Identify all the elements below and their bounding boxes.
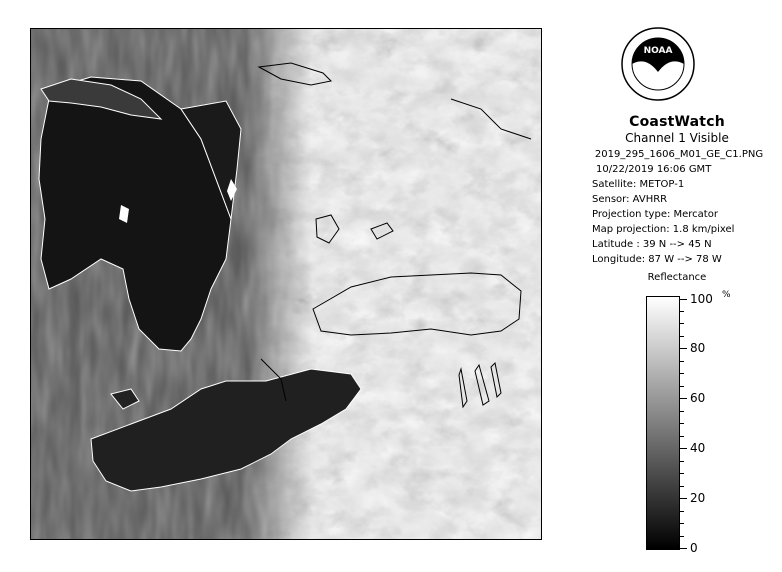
colorbar [646, 296, 680, 550]
tick-minor [680, 386, 684, 387]
tick-minor [680, 411, 684, 412]
product-title: CoastWatch [629, 114, 725, 130]
tick-label-80: 80 [690, 341, 706, 355]
map-projection: Map projection: 1.8 km/pixel [592, 224, 735, 235]
tick-100 [680, 299, 687, 300]
tick-label-20: 20 [690, 491, 706, 505]
tick-80 [680, 348, 687, 349]
noaa-logo [620, 16, 696, 106]
filename: 2019_295_1606_M01_GE_C1.PNG [594, 149, 764, 160]
channel-label: Channel 1 Visible [625, 131, 729, 145]
tick-0 [680, 548, 687, 549]
tick-minor [680, 523, 684, 524]
tick-minor [680, 361, 684, 362]
sensor: Sensor: AVHRR [592, 194, 668, 205]
latitude-range: Latitude : 39 N --> 45 N [592, 239, 712, 250]
tick-minor [680, 311, 684, 312]
logo-text: NOAA [643, 46, 673, 56]
satellite: Satellite: METOP-1 [592, 179, 685, 190]
tick-minor [680, 486, 684, 487]
tick-minor [680, 373, 684, 374]
tick-minor [680, 473, 684, 474]
metadata-block [576, 147, 782, 267]
tick-20 [680, 498, 687, 499]
tick-60 [680, 398, 687, 399]
tick-minor [680, 511, 684, 512]
tick-label-40: 40 [690, 441, 706, 455]
colorbar-unit: % [722, 290, 731, 300]
satellite-image [30, 28, 542, 540]
tick-minor [680, 461, 684, 462]
tick-label-60: 60 [690, 391, 706, 405]
colorbar-title: Reflectance [647, 272, 707, 283]
datetime: 10/22/2019 16:06 GMT [596, 164, 712, 175]
tick-minor [680, 323, 684, 324]
tick-40 [680, 448, 687, 449]
tick-label-0: 0 [690, 541, 698, 555]
tick-label-100: 100 [690, 292, 713, 306]
projection-type: Projection type: Mercator [592, 209, 718, 220]
tick-minor [680, 336, 684, 337]
tick-minor [680, 423, 684, 424]
satellite-svg [31, 29, 541, 539]
longitude-range: Longitude: 87 W --> 78 W [592, 254, 722, 265]
tick-minor [680, 436, 684, 437]
tick-minor [680, 536, 684, 537]
